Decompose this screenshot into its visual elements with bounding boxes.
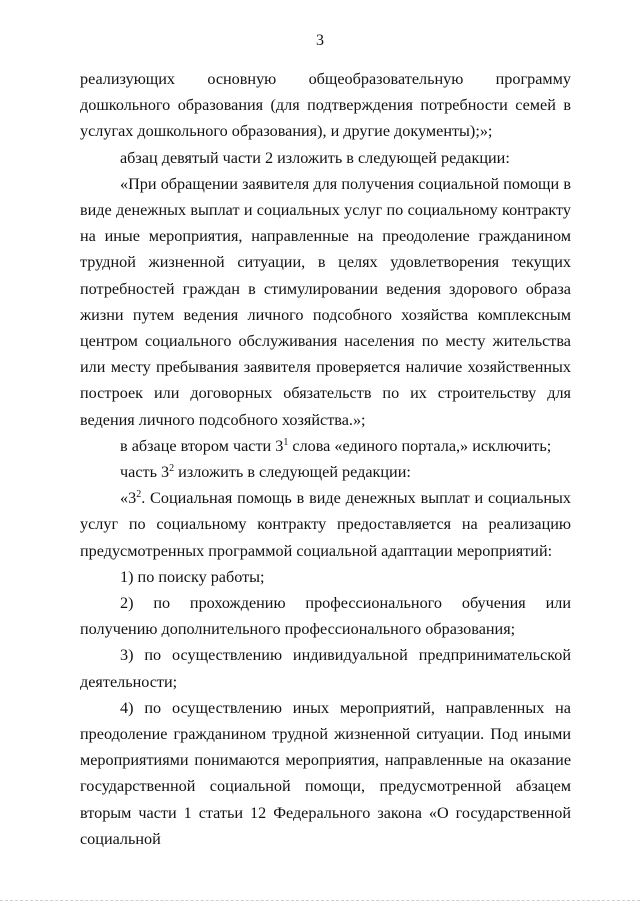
paragraph-continuation: реализующих основную общеобразовательную программу дошкольного образования (для подтверждения потребности семей в услугах дошкольного образования), и другие документы);»; bbox=[80, 70, 571, 141]
list-item: 1) по поиску работы; bbox=[120, 567, 265, 586]
paragraph-quoted-text: «При обращении заявителя для получения социальной помощи в виде денежных выплат и социальных услуг по социальному контракту на иные мероприятия, направленные на преодоление гражданином трудной жизненной ситуации, в целях удовлетворения текущих потребностей граждан в стимулировании ведения здорового образа жизни путем ведения личного подсобного хозяйства комплексным центром социального обслуживания населения по месту жительства или месту пребывания заявителя проверяется наличие хозяйственных построек или договорных обязательств по их строительству для ведения личного подсобного хозяйства.»; bbox=[80, 174, 571, 429]
document-body bbox=[80, 66, 571, 852]
text-run: изложить в следующей редакции: bbox=[174, 463, 411, 482]
text-run: в абзаце втором части 3 bbox=[120, 436, 284, 455]
superscript: 2 bbox=[136, 489, 142, 501]
list-item: 2) по прохождению профессионального обучения или получению дополнительного профессионального образования; bbox=[80, 594, 571, 639]
text-run: «3 bbox=[120, 489, 137, 508]
page-number: 3 bbox=[316, 32, 324, 49]
paragraph-exclusion-instruction bbox=[80, 433, 571, 459]
scan-edge-line bbox=[0, 899, 640, 901]
paragraph-new-part bbox=[80, 485, 571, 564]
paragraph-amendment-instruction: абзац девятый части 2 изложить в следующей редакции: bbox=[120, 148, 510, 167]
list-item: 4) по осуществлению иных мероприятий, направленных на преодоление гражданином трудной жизненной ситуации. Под иными мероприятиями понимаются мероприятия, направленные на оказание государственной социальной помощи, предусмотренной абзацем вторым части 1 статьи 12 Федерального закона «О государственной социальной bbox=[80, 698, 571, 848]
text-run: часть 3 bbox=[120, 463, 170, 482]
text-run: слова «единого портала,» исключить; bbox=[288, 436, 552, 455]
text-run: . Социальная помощь в виде денежных выплат и социальных услуг по социальному контракту предоставляется на реализацию предусмотренных программой социальной адаптации мероприятий: bbox=[80, 489, 571, 560]
superscript: 2 bbox=[169, 463, 175, 475]
list-item: 3) по осуществлению индивидуальной предпринимательской деятельности; bbox=[80, 646, 571, 691]
paragraph-part-instruction bbox=[80, 459, 571, 485]
superscript: 1 bbox=[283, 436, 289, 448]
